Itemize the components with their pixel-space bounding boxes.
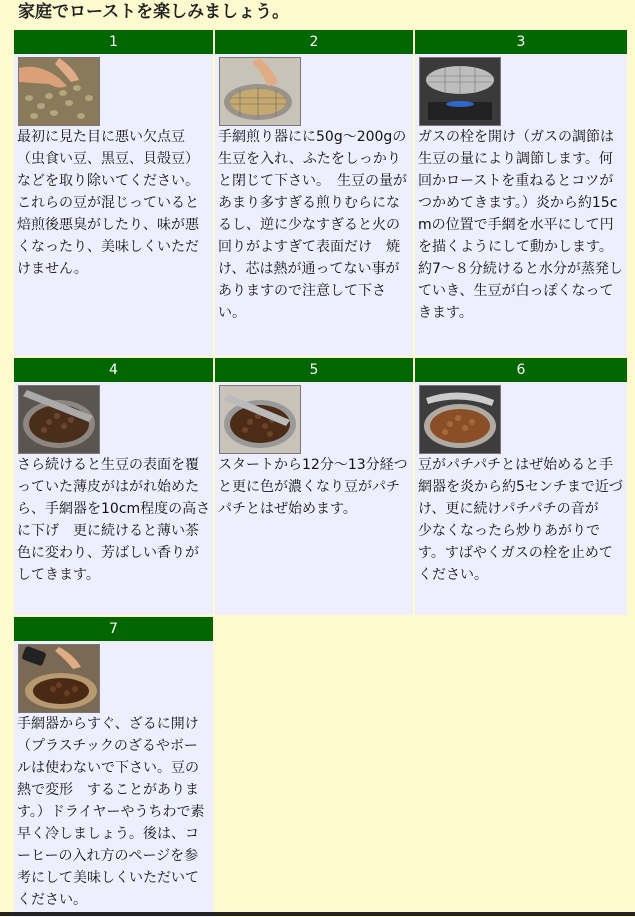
- step-cell-7: [14, 617, 213, 917]
- step-cell-1: [14, 30, 213, 356]
- step-number-5: 5: [215, 358, 413, 382]
- bottom-divider: [0, 912, 635, 916]
- step-cell-4: [14, 358, 213, 615]
- page-title: 家庭でローストを楽しみましょう。: [18, 2, 290, 22]
- step-cell-5: [215, 358, 413, 615]
- step-number-1: 1: [14, 30, 213, 54]
- gas-stove-photo: [419, 57, 501, 126]
- step-number-6: 6: [415, 358, 627, 382]
- step-text-1: 最初に見た目に悪い欠点豆（虫食い豆、黒豆、貝殻豆）などを取り除いてください。これらの豆が混じっていると焙煎後悪臭がしたり、味が悪くなったり、美味しくいただけません。: [17, 129, 199, 277]
- step-number-4: 4: [14, 358, 213, 382]
- step-text-2: 手網煎り器にに50g〜200gの生豆を入れ、ふたをしっかりと閉じて下さい。 生豆の量があまり多すぎる煎りむらになるし、逆に少なすぎると火の回りがよすぎて表面だけ 焼け、芯は熱が通ってない事がありますので注意して下さい。: [218, 129, 407, 321]
- roasting-stage6-photo: [419, 385, 501, 454]
- step-text-3: ガスの栓を開け（ガスの調節は生豆の量により調節します。何回かローストを重ねるとコツが つかめてきます。）炎から約15cmの位置で手網を水平にして円を描くようにして動かします。 約7〜８分続けると水分が蒸発していき、生豆が白っぽくなってきます。: [418, 129, 628, 321]
- roasting-stage4-photo: [18, 385, 100, 454]
- beans-picking-photo: [18, 57, 100, 126]
- cooling-photo: [18, 644, 100, 713]
- step-number-7: 7: [14, 617, 213, 641]
- step-text-7: 手網器からすぐ、ざるに開け（プラスチックのざるやボールは使わないで下さい。豆の熱で変形 することがあります。）ドライヤーやうちわで素早く冷しましょう。後は、コーヒーの入れ方のページを参考にして美味しくいただいてください。: [17, 716, 205, 908]
- step-text-5: スタートから12分〜13分経つと更に色が濃くなり豆がパチパチとはぜ始めます。: [218, 457, 408, 517]
- mesh-roaster-photo: [219, 57, 301, 126]
- step-cell-6: [415, 358, 627, 615]
- roasting-stage5-photo: [219, 385, 301, 454]
- step-number-3: 3: [415, 30, 627, 54]
- step-text-4: さら続けると生豆の表面を覆っていた薄皮がはがれ始めたら、手網器を10cm程度の高さに下げ 更に続けると薄い茶色に変わり、芳ばしい香りがしてきます。: [17, 457, 211, 583]
- step-text-6: 豆がパチパチとはぜ始めると手網器を炎から約5センチまで近づけ、更に続けパチパチの音が 少なくなったら炒りあがりです。すばやくガスの栓を止めてください。: [418, 457, 623, 583]
- step-cell-2: [215, 30, 413, 356]
- step-cell-3: [415, 30, 627, 356]
- step-number-2: 2: [215, 30, 413, 54]
